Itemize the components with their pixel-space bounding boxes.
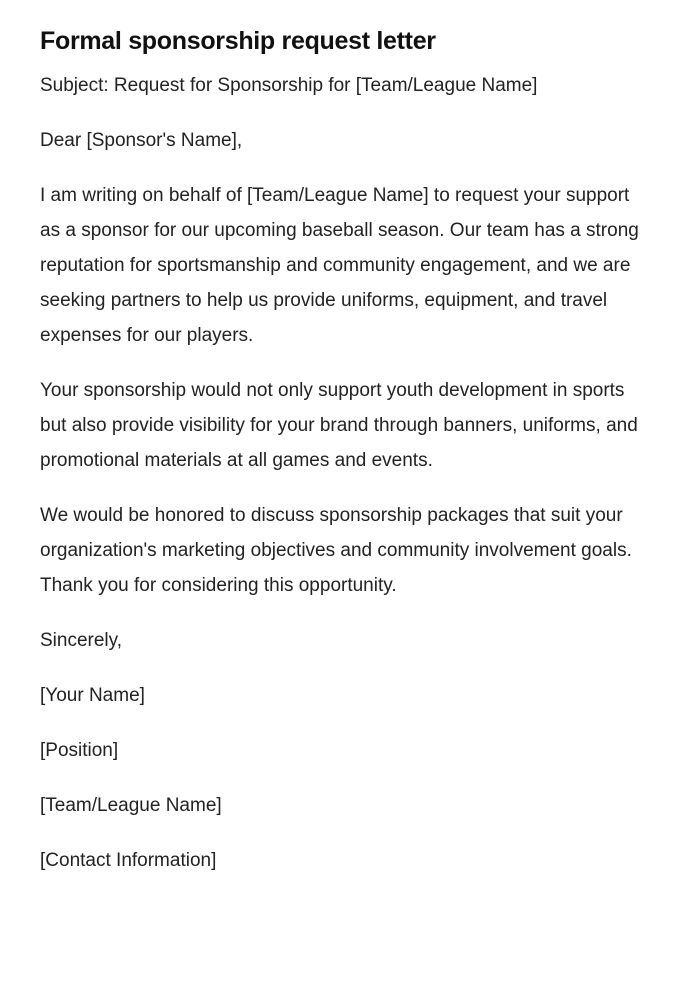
signature-position: [Position]	[40, 740, 119, 761]
signature-team: [Team/League Name]	[40, 795, 222, 816]
letter-paragraph-benefits: Your sponsorship would not only support youth development in sports but also provide visibility for your brand through banners, uniforms, and promotional materials at all games and events.	[40, 380, 638, 471]
letter-document	[40, 26, 645, 898]
letter-subject: Subject: Request for Sponsorship for [Team/League Name]	[40, 75, 538, 96]
signature-name: [Your Name]	[40, 685, 145, 706]
letter-greeting: Dear [Sponsor's Name],	[40, 130, 243, 151]
letter-paragraph-intro: I am writing on behalf of [Team/League Name] to request your support as a sponsor for our upcoming baseball season. Our team has a strong reputation for sportsmanship and community engagement, and we are seeking partners to help us provide uniforms, equipment, and travel expenses for our players.	[40, 185, 639, 346]
page-title: Formal sponsorship request letter	[40, 27, 436, 55]
letter-paragraph-closing-remarks: We would be honored to discuss sponsorship packages that suit your organization's marketing objectives and community involvement goals. Thank you for considering this opportunity.	[40, 505, 632, 596]
signature-contact: [Contact Information]	[40, 850, 217, 871]
letter-closing: Sincerely,	[40, 630, 123, 651]
